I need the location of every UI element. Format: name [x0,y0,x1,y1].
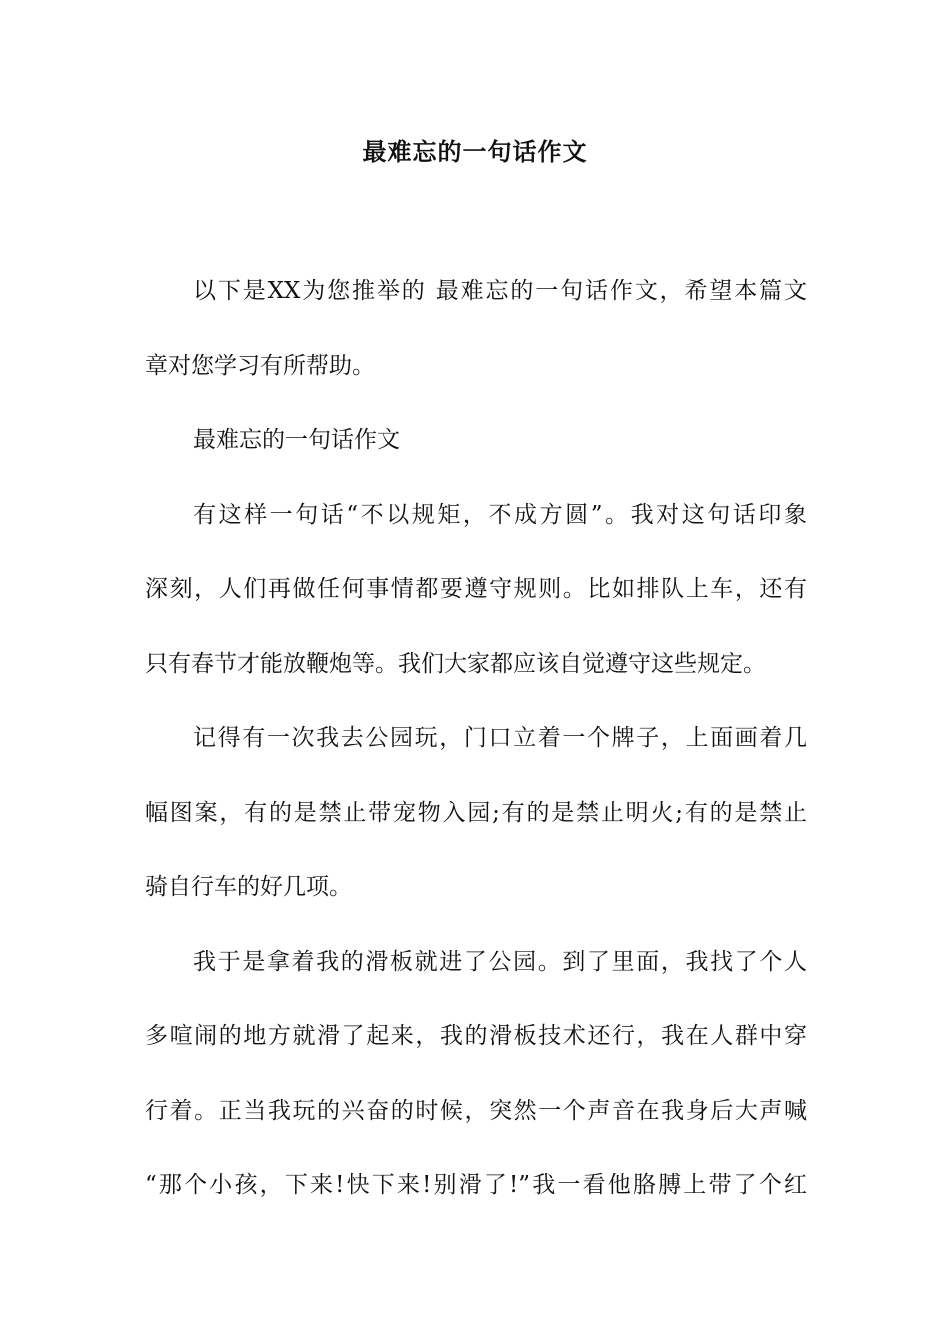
paragraph-line: 记得有一次我去公园玩，门口立着一个牌子，上面画着几 [193,725,807,751]
paragraph-line: “那个小孩，下来!快下来!别滑了!”我一看他胳膊上带了个红 [145,1172,807,1198]
paragraph-line: 骑自行车的好几项。 [145,874,352,900]
paragraph-line: 只有春节才能放鞭炮等。我们大家都应该自觉遵守这些规定。 [145,650,766,677]
paragraph-line: 以下是XX为您推举的 最难忘的一句话作文，希望本篇文 [193,278,807,304]
paragraph-line: 深刻，人们再做任何事情都要遵守规则。比如排队上车，还有 [145,576,807,602]
paragraph-line: 多喧闹的地方就滑了起来，我的滑板技术还行，我在人群中穿 [145,1023,807,1049]
paragraph-line: 我于是拿着我的滑板就进了公园。到了里面，我找了个人 [193,948,807,975]
paragraph-line: 章对您学习有所帮助。 [145,352,375,379]
paragraph-line: 幅图案，有的是禁止带宠物入园;有的是禁止明火;有的是禁止 [145,799,807,826]
document-title: 最难忘的一句话作文 [362,137,588,166]
paragraph-line: 有这样一句话“不以规矩，不成方圆”。我对这句话印象 [193,501,807,528]
paragraph-line: 行着。正当我玩的兴奋的时候，突然一个声音在我身后大声喊 [145,1097,807,1124]
section-heading: 最难忘的一句话作文 [193,427,400,453]
document-body [145,254,807,1223]
